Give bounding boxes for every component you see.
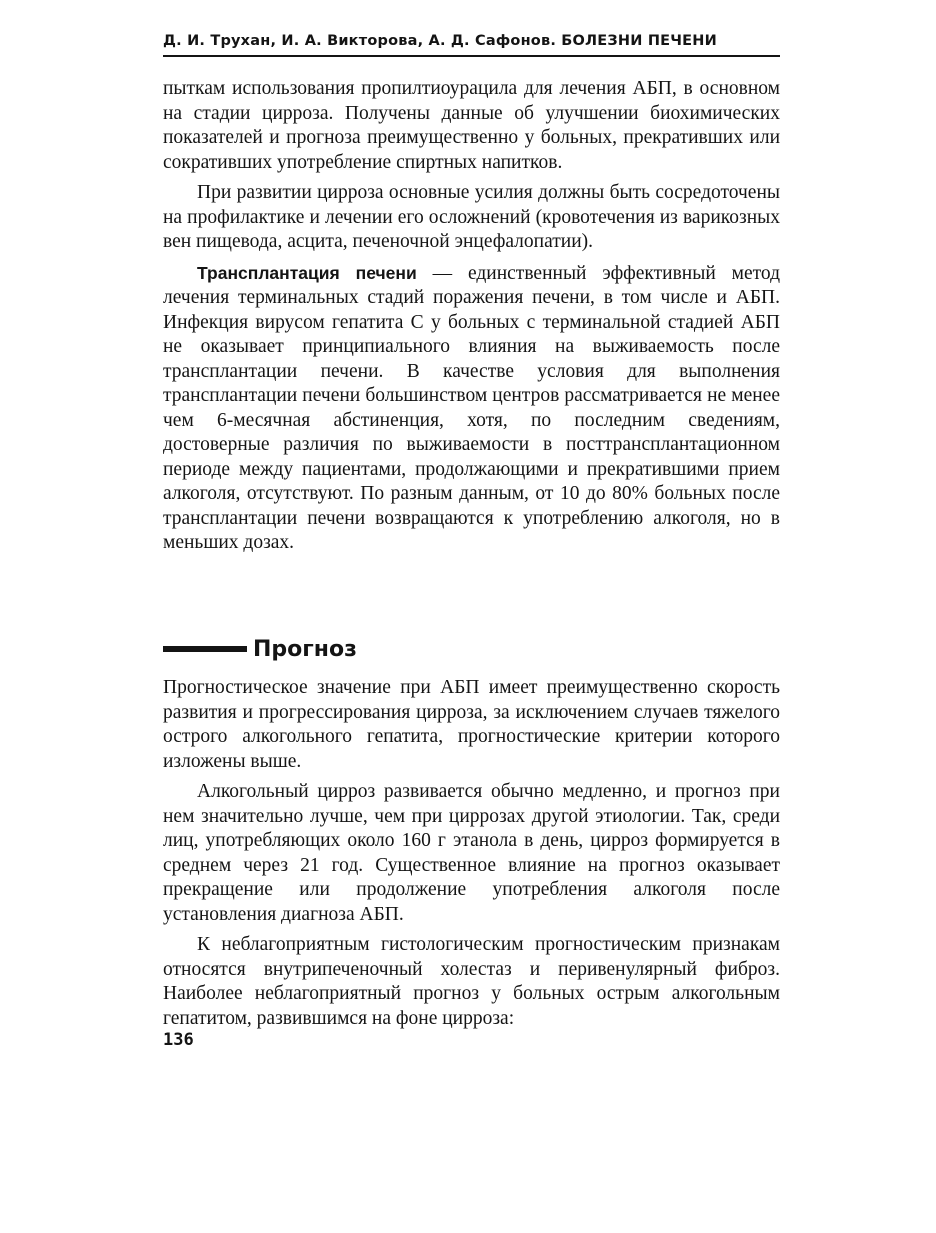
header-rule bbox=[163, 55, 780, 57]
paragraph: Алкогольный цирроз развивается обычно медленно, и прогноз при нем значительно лучше, чем при циррозах другой этиологии. Так, среди лиц, употребляющих около 160 г этанола в день, цирроз формируется в среднем через 21 год. Существенное влияние на прогноз оказывает прекращение или продолжение употребления алкоголя после установления диагноза АБП. bbox=[163, 781, 780, 925]
section-bar bbox=[163, 646, 247, 652]
body-text-upper bbox=[163, 77, 780, 556]
paragraph: Прогностическое значение при АБП имеет преимущественно скорость развития и прогрессирования цирроза, за исключением случаев тяжелого острого алкогольного гепатита, прогностические критерии которого изложены выше. bbox=[163, 677, 780, 772]
running-head: Д. И. Трухан, И. А. Викторова, А. Д. Сафонов. БОЛЕЗНИ ПЕЧЕНИ bbox=[163, 33, 717, 49]
paragraph: пыткам использования пропилтиоурацила для лечения АБП, в основном на стадии цирроза. Получены данные об улучшении биохимических показателей и прогноза преимущественно у больных, прекративших или сокративших употребление спиртных напитков. bbox=[163, 78, 780, 173]
term-transplantation: Трансплантация печени bbox=[197, 262, 417, 283]
page-number: 136 bbox=[163, 1030, 194, 1050]
paragraph-transplantation bbox=[163, 261, 780, 556]
section-title: Прогноз bbox=[253, 636, 357, 662]
body-text-lower bbox=[163, 676, 780, 1031]
paragraph: К неблагоприятным гистологическим прогностическим признакам относятся внутрипеченочный холестаз и перивенулярный фиброз. Наиболее неблагоприятный прогноз у больных острым алкогольным гепатитом, развившимся на фоне цирроза: bbox=[163, 934, 780, 1029]
section-heading bbox=[163, 634, 780, 664]
paragraph-text: — единственный эффективный метод лечения терминальных стадий поражения печени, в том числе и АБП. Инфекция вирусом гепатита С у больных с терминальной стадией АБП не оказывает принципиального влияния на выживаемость после трансплантации печени. В качестве условия для выполнения трансплантации печени большинством центров рассматривается не менее чем 6-месячная абстиненция, хотя, по последним сведениям, достоверные различия по выживаемости в посттрансплантационном периоде между пациентами, продолжающими и прекратившими прием алкоголя, отсутствуют. По разным данным, от 10 до 80% больных после трансплантации печени возвращаются к употреблению алкоголя, но в меньших дозах. bbox=[163, 262, 781, 553]
paragraph: При развитии цирроза основные усилия должны быть сосредоточены на профилактике и лечении его осложнений (кровотечения из варикозных вен пищевода, асцита, печеночной энцефалопатии). bbox=[163, 182, 780, 252]
